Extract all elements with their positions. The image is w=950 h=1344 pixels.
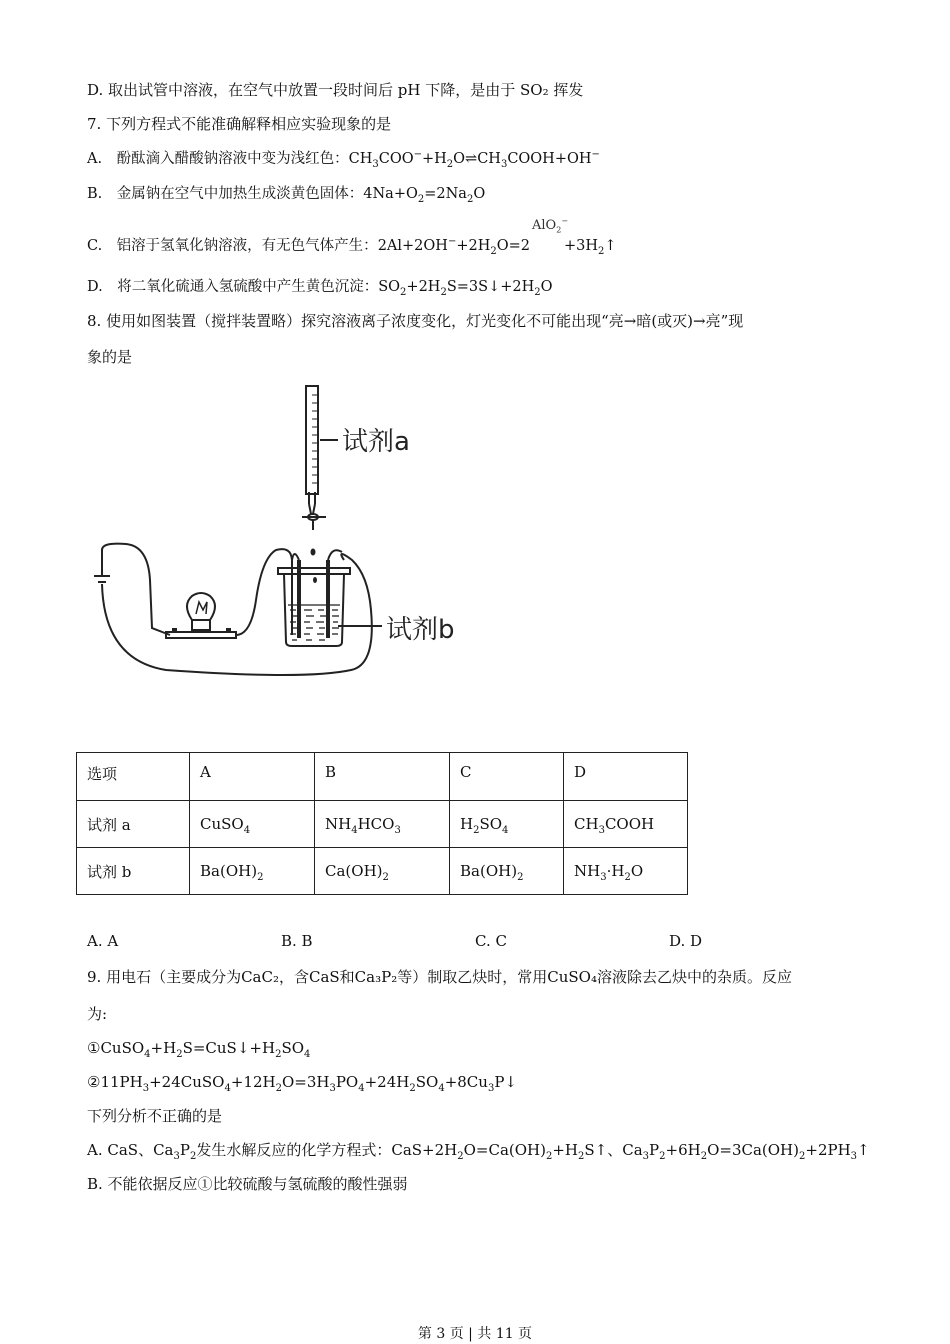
table-cell-row-label: 试剂 a bbox=[77, 801, 190, 848]
burette-tube bbox=[306, 386, 318, 494]
table-cell: $NH_3\cdot H_2O$ bbox=[564, 848, 688, 895]
page-footer: 第 3 页 | 共 11 页 bbox=[417, 1326, 533, 1342]
table-cell: $NH_4HCO_3$ bbox=[315, 801, 450, 848]
table-cell: $CH_3COOH$ bbox=[564, 801, 688, 848]
solution-b bbox=[288, 605, 340, 640]
q7-option-b: B. 金属钠在空气中加热生成淡黄色固体：$4Na+O_2=2Na_2O$ bbox=[87, 186, 486, 205]
q8-choices bbox=[87, 932, 877, 950]
label-reagent-b: 试剂b bbox=[386, 615, 455, 645]
q9-reaction-2: $②11PH_3+24CuSO_4+12H_2O=3H_3PO_4+24H_2SO_4+8Cu_3P↓$ bbox=[87, 1073, 517, 1094]
q9-option-b: B. 不能依据反应①比较硫酸与氢硫酸的酸性强弱 bbox=[87, 1175, 408, 1193]
table-cell: $Ca(OH)_2$ bbox=[315, 848, 450, 895]
q7-stem: 7. 下列方程式不能准确解释相应实验现象的是 bbox=[87, 115, 392, 133]
q7-option-d: D. 将二氧化硫通入氢硫酸中产生黄色沉淀：$SO_2+2H_2S=3S↓+2H_2O$ bbox=[87, 279, 553, 298]
label-reagent-a: 试剂a bbox=[342, 427, 410, 457]
q8-stem-line2: 象的是 bbox=[87, 348, 133, 366]
table-header-cell: D bbox=[564, 753, 688, 801]
table-cell: $Ba(OH)_2$ bbox=[190, 848, 315, 895]
choice-b: B. B bbox=[281, 932, 313, 950]
q9-option-a: A. CaS、$Ca_3P_2$发生水解反应的化学方程式：$CaS+2H_2O=Ca(OH)_2+H_2S↑$、$Ca_3P_2+6H_2O=3Ca(OH)_2+2PH_3↑$ bbox=[87, 1141, 870, 1162]
q6-option-d: D. 取出试管中溶液，在空气中放置一段时间后 pH 下降，是由于 SO₂ 挥发 bbox=[87, 81, 584, 99]
table-cell: CuSO$_4$ bbox=[190, 801, 315, 848]
table-row bbox=[77, 801, 688, 848]
q7-option-a: A. 酚酞滴入醋酸钠溶液中变为浅红色：$CH_3COO^-+H_2O\rightleftharpoons CH_3COOH+OH^-$ bbox=[87, 149, 600, 170]
table-header-cell: B bbox=[315, 753, 450, 801]
choice-c: C. C bbox=[475, 932, 507, 950]
drop bbox=[311, 549, 316, 556]
table-header-cell: A bbox=[190, 753, 315, 801]
table-cell: $Ba(OH)_2$ bbox=[450, 848, 564, 895]
q9-question: 下列分析不正确的是 bbox=[87, 1107, 223, 1125]
table-cell-row-label: 试剂 b bbox=[77, 848, 190, 895]
table-cell: $H_2SO_4$ bbox=[450, 801, 564, 848]
wire-top bbox=[102, 544, 170, 635]
apparatus-figure bbox=[86, 380, 486, 680]
wire-bottom bbox=[102, 554, 372, 675]
lamp bbox=[187, 593, 215, 630]
table-header-cell: 选项 bbox=[77, 753, 190, 801]
q9-stem-line1: 9. 用电石（主要成分为CaC₂，含CaS和Ca₃P₂等）制取乙炔时，常用CuSO₄溶液除去乙炔中的杂质。反应 bbox=[87, 968, 792, 986]
choice-a: A. A bbox=[87, 932, 119, 950]
table-row bbox=[77, 753, 688, 801]
choice-d: D. D bbox=[669, 932, 703, 950]
q9-stem-line2: 为: bbox=[87, 1005, 108, 1023]
q9-reaction-1: $①CuSO_4+H_2S=CuS↓+H_2SO_4$ bbox=[87, 1039, 311, 1060]
q8-stem-line1: 8. 使用如图装置（搅拌装置略）探究溶液离子浓度变化，灯光变化不可能出现“亮→暗(或灭)→亮”现 bbox=[87, 312, 744, 330]
q8-reagent-table bbox=[76, 752, 688, 895]
q7-option-c: C. 铝溶于氢氧化钠溶液，有无色气体产生：$2Al+2OH^-+2H_2O=2$ AlO$_2$− $+3H_2↑$ bbox=[87, 216, 617, 257]
table-header-cell: C bbox=[450, 753, 564, 801]
aluminate-formula-image: AlO$_2$− bbox=[532, 216, 569, 235]
table-row bbox=[77, 848, 688, 895]
